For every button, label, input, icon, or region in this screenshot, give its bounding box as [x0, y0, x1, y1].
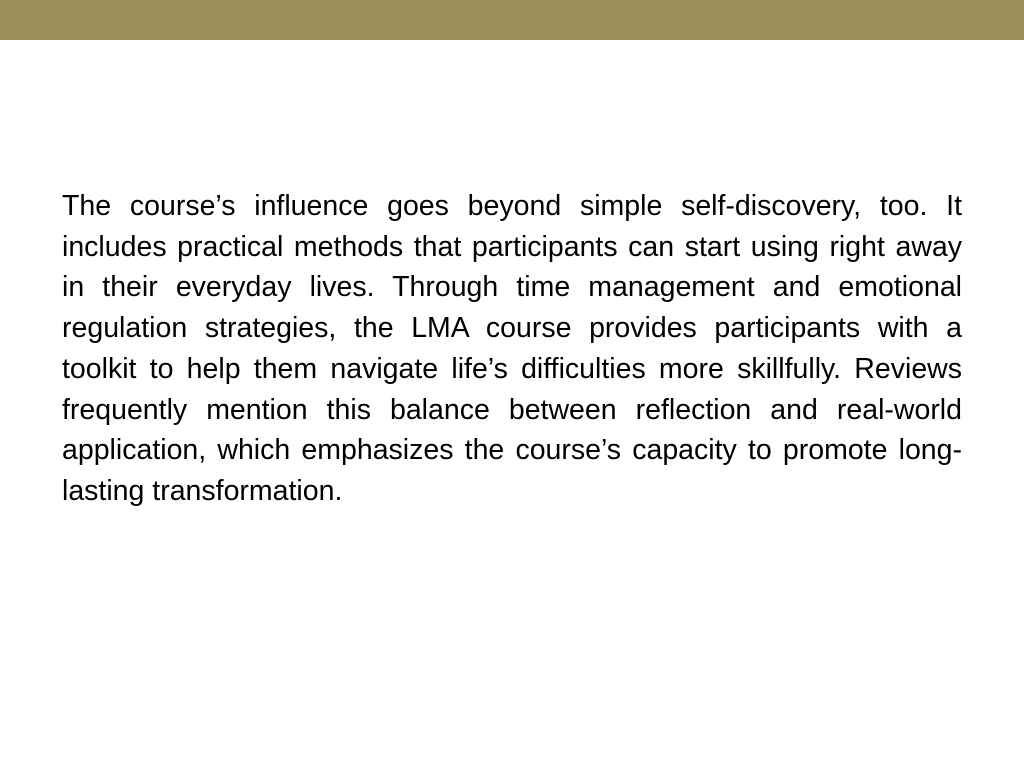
body-paragraph: The course’s influence goes beyond simple self-discovery, too. It includes practical methods that participants can start using right away in their everyday lives. Through time management and emotional regulation strategies, the LMA course provides participants with a toolkit to help them navigate life’s difficulties more skillfully. Reviews frequently mention this balance between reflection and real-world application, which emphasizes the course’s capacity to promote long-lasting transformation.: [62, 190, 962, 507]
top-accent-band: [0, 0, 1024, 40]
